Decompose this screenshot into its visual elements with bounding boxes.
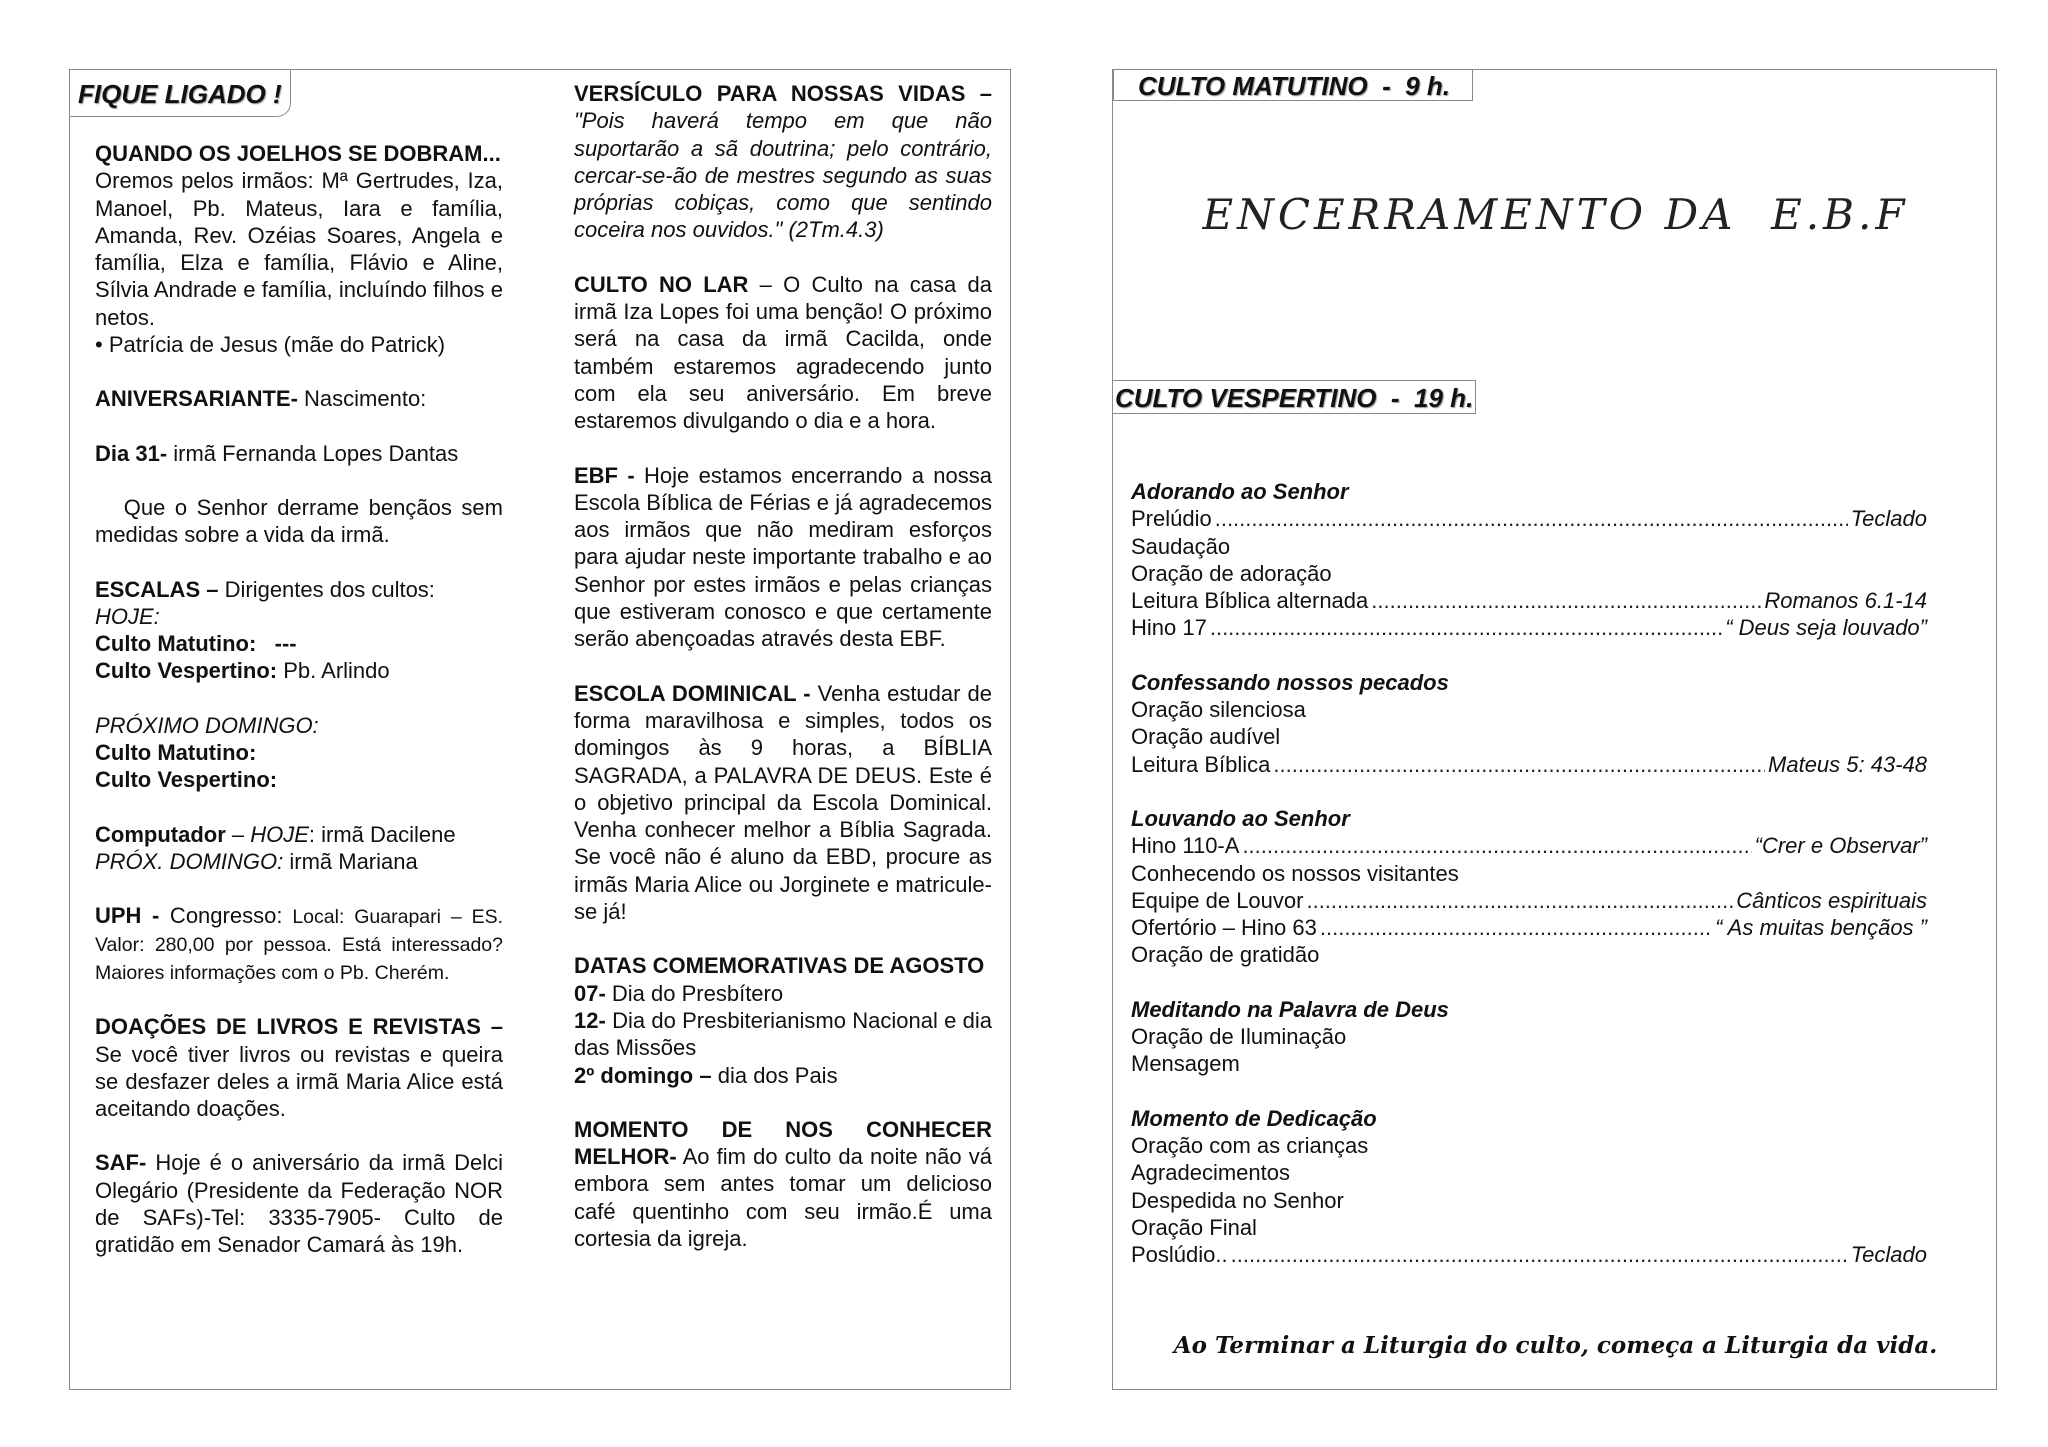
data-day: 12- (574, 1007, 606, 1033)
data-day: 2º domingo – (574, 1062, 712, 1088)
order-item-value: Teclado (1850, 1242, 1927, 1268)
comp-prox-value: irmã Mariana (283, 848, 418, 874)
order-item (1131, 832, 1927, 859)
data-text: Dia do Presbiterianismo Nacional e dia das Missões (574, 1007, 992, 1061)
order-item (1131, 1214, 1927, 1241)
order-item-label: Oração de gratidão (1131, 942, 1320, 968)
saf-label: SAF- (95, 1150, 147, 1176)
matutino-value: --- (256, 631, 297, 657)
order-item (1131, 505, 1927, 532)
ebf-text: Hoje estamos encerrando a nossa Escola Bíblica de Férias e já agradecemos aos irmãos que não mediram esforços para ajudar neste importante trabalho e ao Senhor por estes irmãos e pelas crianças que estiveram conosco e que certamente serão abençoadas através desta EBF. (574, 462, 992, 652)
order-item (1131, 914, 1927, 941)
order-item (1131, 1241, 1927, 1268)
saf-text: Hoje é o aniversário da irmã Delci Olegário (Presidente da Federação NOR de SAFs)-Tel: 3335-7905- Culto de gratidão em Senador Camará às 19h. (95, 1150, 503, 1258)
doacoes-text: Se você tiver livros ou revistas e queira se desfazer deles a irmã Maria Alice está aceitando doações. (95, 1041, 503, 1122)
dot-leader (1371, 587, 1761, 614)
order-item (1131, 1132, 1927, 1159)
order-item-label: Poslúdio.. (1131, 1242, 1228, 1268)
proximo-label: PRÓXIMO DOMINGO: (95, 712, 319, 738)
escalas-sub: Dirigentes dos cultos: (218, 576, 435, 602)
right-panel (1112, 69, 1997, 1390)
comp-prox: PRÓX. DOMINGO: (95, 848, 284, 874)
datas-title: DATAS COMEMORATIVAS DE AGOSTO (574, 953, 985, 979)
datas-block (574, 952, 992, 1088)
dot-leader (1231, 1241, 1848, 1268)
order-item-label: Leitura Bíblica alternada (1131, 588, 1369, 614)
escola-text: Venha estudar de forma maravilhosa e simples, todos os domingos às 9 horas, a BÍBLIA SAGRADA, a PALAVRA DE DEUS. Este é o objetivo principal da Escola Dominical. Venha conhecer melhor a Bíblia Sagrada. Se você não é aluno da EBD, procure as irmãs Maria Alice ou Jorginete e matricule-se já! (574, 680, 992, 925)
order-item-label: Oração audível (1131, 724, 1281, 750)
escola-title: ESCOLA DOMINICAL - (574, 680, 811, 706)
order-item-label: Conhecendo os nossos visitantes (1131, 860, 1459, 886)
saf-block (95, 1149, 503, 1258)
order-of-service (1131, 478, 1927, 1268)
comp-hoje: HOJE (250, 821, 309, 847)
aniversariante-day (95, 440, 503, 467)
uph-label: UPH - (95, 903, 160, 929)
aniv-day: Dia 31- (95, 440, 168, 466)
momento-title: MOMENTO DE NOS CONHECER MELHOR- (574, 1116, 992, 1170)
order-item-value: “ Deus seja louvado” (1725, 615, 1927, 641)
order-item-label: Equipe de Louvor (1131, 887, 1304, 913)
joelhos-text: Oremos pelos irmãos: Mª Gertrudes, Iza, Manoel, Pb. Mateus, Iara e família, Amanda, Rev. Ozéias Soares, Angela e família, Elza e família, Flávio e Aline, Sílvia Andrade e família, incluíndo filhos e netos. (95, 168, 503, 330)
comp-dash: – (225, 821, 251, 847)
dot-leader (1210, 614, 1722, 641)
aniv-title: ANIVERSARIANTE- (95, 386, 298, 412)
aniversariante-heading (95, 385, 503, 412)
dot-leader (1215, 505, 1848, 532)
order-item (1131, 1023, 1927, 1050)
order-item-label: Prelúdio (1131, 506, 1212, 532)
aniv-name: irmã Fernanda Lopes Dantas (167, 440, 459, 466)
order-item (1131, 696, 1927, 723)
escola-dominical-block (574, 680, 992, 926)
doacoes-block (95, 1013, 503, 1122)
hoje-label: HOJE: (95, 603, 160, 629)
versiculo-block (574, 80, 992, 244)
order-item-value: Romanos 6.1-14 (1764, 588, 1927, 614)
order-item-label: Agradecimentos (1131, 1160, 1290, 1186)
dot-leader (1273, 751, 1765, 778)
order-item-label: Oração silenciosa (1131, 697, 1306, 723)
uph-text1: Congresso: (159, 903, 283, 929)
vespertino-value: Pb. Arlindo (277, 658, 390, 684)
ebf-closing-heading: ENCERRAMENTO DA E.B.F (1202, 190, 1909, 239)
order-item (1131, 587, 1927, 614)
lar-text: – O Culto na casa da irmã Iza Lopes foi uma benção! O próximo será na casa da irmã Cacilda, onde também estaremos agradecendo junto com ela seu aniversário. Em breve estaremos divulgando o dia e a hora. (574, 271, 992, 434)
order-item-label: Saudação (1131, 533, 1231, 559)
order-item-label: Hino 17 (1131, 615, 1207, 641)
order-item-label: Oração Final (1131, 1214, 1257, 1240)
left-panel (69, 69, 1011, 1390)
ebf-title: EBF - (574, 462, 635, 488)
versiculo-title: VERSÍCULO PARA NOSSAS VIDAS – (574, 81, 992, 106)
order-item (1131, 560, 1927, 587)
order-item (1131, 941, 1927, 968)
order-item (1131, 614, 1927, 641)
escalas-title: ESCALAS – (95, 576, 219, 602)
order-item (1131, 1159, 1927, 1186)
order-item-label: Oração de Iluminação (1131, 1024, 1347, 1050)
dot-leader (1242, 832, 1751, 859)
order-section-title: Adorando ao Senhor (1131, 479, 1349, 504)
order-item-value: Mateus 5: 43-48 (1768, 751, 1927, 777)
data-text: dia dos Pais (711, 1062, 838, 1088)
order-item-label: Leitura Bíblica (1131, 751, 1271, 777)
order-item (1131, 533, 1927, 560)
doacoes-title: DOAÇÕES DE LIVROS E REVISTAS – (95, 1014, 503, 1040)
order-section-title: Confessando nossos pecados (1131, 669, 1449, 695)
uph-block (95, 902, 503, 986)
aniv-sub: Nascimento: (297, 386, 427, 412)
culto-lar-block (574, 271, 992, 435)
order-item-label: Hino 110-A (1131, 833, 1240, 859)
culto-vespertino-tab: CULTO VESPERTINO - 19 h. (1113, 380, 1476, 414)
order-item (1131, 723, 1927, 750)
order-item (1131, 887, 1927, 914)
prox-matutino-label: Culto Matutino: (95, 740, 257, 766)
order-item-value: “ As muitas bençãos ” (1715, 915, 1927, 941)
vespertino-label: Culto Vespertino: (95, 658, 278, 684)
order-item-label: Mensagem (1131, 1051, 1240, 1077)
order-item (1131, 1050, 1927, 1077)
left-column-a (95, 140, 510, 1286)
ebf-block (574, 462, 992, 653)
order-section-title: Momento de Dedicação (1131, 1105, 1377, 1131)
closing-motto: Ao Terminar a Liturgia do culto, começa a Liturgia da vida. (1173, 1332, 1938, 1359)
lar-title: CULTO NO LAR (574, 271, 749, 297)
proximo-block (95, 712, 503, 794)
left-column-b (574, 80, 992, 1279)
order-item-value: Cânticos espirituais (1736, 887, 1927, 913)
order-item (1131, 751, 1927, 778)
aniv-blessing: Que o Senhor derrame bençãos sem medidas sobre a vida da irmã. (95, 494, 510, 548)
computador-block (95, 821, 503, 876)
fique-ligado-tab: FIQUE LIGADO ! (70, 70, 291, 117)
joelhos-bullet: • Patrícia de Jesus (mãe do Patrick) (95, 332, 446, 358)
matutino-label: Culto Matutino: (95, 631, 257, 657)
comp-hoje-value: : irmã Dacilene (308, 821, 456, 847)
dot-leader (1320, 914, 1712, 941)
order-section-title: Meditando na Palavra de Deus (1131, 996, 1449, 1022)
comp-label: Computador (95, 821, 226, 847)
versiculo-text: "Pois haverá tempo em que não suportarão a sã doutrina; pelo contrário, cercar-se-ão de mestres segundo as suas próprias cobiças, como que sentindo coceira nos ouvidos." (2Tm.4.3) (574, 108, 992, 243)
joelhos-title: QUANDO OS JOELHOS SE DOBRAM... (95, 141, 501, 166)
momento-block (574, 1116, 992, 1252)
culto-matutino-tab: CULTO MATUTINO - 9 h. (1113, 70, 1473, 101)
order-item-label: Ofertório – Hino 63 (1131, 915, 1317, 941)
order-item (1131, 860, 1927, 887)
joelhos-block (95, 140, 503, 358)
order-item-value: “Crer e Observar” (1754, 833, 1927, 859)
order-section-title: Louvando ao Senhor (1131, 805, 1350, 831)
order-item-label: Oração de adoração (1131, 560, 1332, 586)
data-day: 07- (574, 980, 606, 1006)
order-item-label: Oração com as crianças (1131, 1132, 1369, 1158)
order-item-label: Despedida no Senhor (1131, 1187, 1344, 1213)
data-text: Dia do Presbítero (605, 980, 784, 1006)
order-item-value: Teclado (1850, 506, 1927, 532)
order-item (1131, 1187, 1927, 1214)
momento-text: Ao fim do culto da noite não vá embora sem antes tomar um delicioso café quentinho com seu irmão.É uma cortesia da igreja. (574, 1144, 992, 1251)
prox-vespertino-label: Culto Vespertino: (95, 767, 278, 793)
dot-leader (1306, 887, 1733, 914)
uph-text2: Local: Guarapari – ES. Valor: 280,00 por pessoa. Está interessado? Maiores informações com o Pb. Cherém. (95, 906, 504, 985)
escalas-block (95, 576, 503, 685)
